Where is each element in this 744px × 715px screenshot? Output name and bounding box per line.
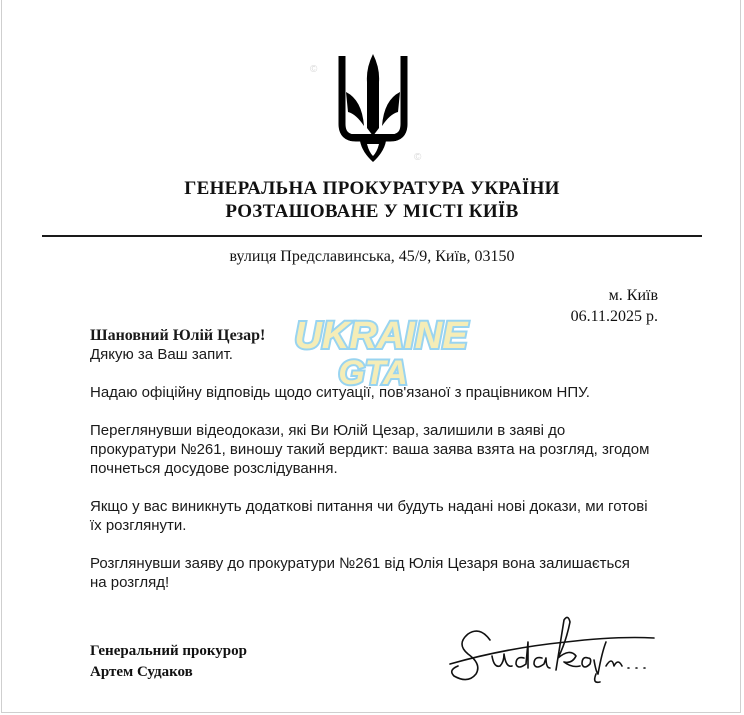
watermark-line2: GTA	[338, 354, 408, 390]
letter-paragraph: Дякую за Ваш запит.	[90, 346, 233, 363]
letter-greeting: Шановний Юлій Цезар!	[90, 327, 266, 344]
watermark-line1: UKRAINE	[294, 315, 468, 357]
letter-date: 06.11.2025 р.	[570, 308, 658, 325]
org-subtitle: РОЗТАШОВАНЕ У МІСТІ КИЇВ	[225, 201, 519, 222]
faint-mark: ©	[310, 64, 318, 75]
signatory-name: Артем Судаков	[90, 664, 193, 680]
header-divider	[42, 235, 702, 237]
ukraine-gta-watermark	[283, 306, 473, 390]
letter-city: м. Київ	[608, 287, 658, 304]
letter-paragraph: Надаю офіційну відповідь щодо ситуації, пов'язаної з працівником НПУ.	[90, 384, 590, 401]
faint-mark: ©	[414, 152, 422, 163]
org-address: вулиця Предславинська, 45/9, Київ, 03150	[229, 248, 515, 265]
letter-paragraph: Якщо у вас виникнуть додаткові питання чи будуть надані нові докази, ми готові їх розглянути.	[90, 498, 648, 534]
handwritten-signature-icon	[446, 612, 660, 688]
letter-paragraph: Переглянувши відеодокази, які Ви Юлій Цезар, залишили в заяві до прокуратури №261, виношу такий вердикт: ваша заява взята на розгляд, згодом почнеться досудове розслідування.	[90, 422, 650, 477]
org-title: ГЕНЕРАЛЬНА ПРОКУРАТУРА УКРАЇНИ	[184, 178, 560, 199]
tryzub-emblem-icon	[336, 52, 410, 164]
letter-paragraph: Розглянувши заяву до прокуратури №261 від Юлія Цезаря вона залишається на розгляд!	[90, 555, 630, 591]
signatory-title: Генеральний прокурор	[90, 643, 247, 659]
